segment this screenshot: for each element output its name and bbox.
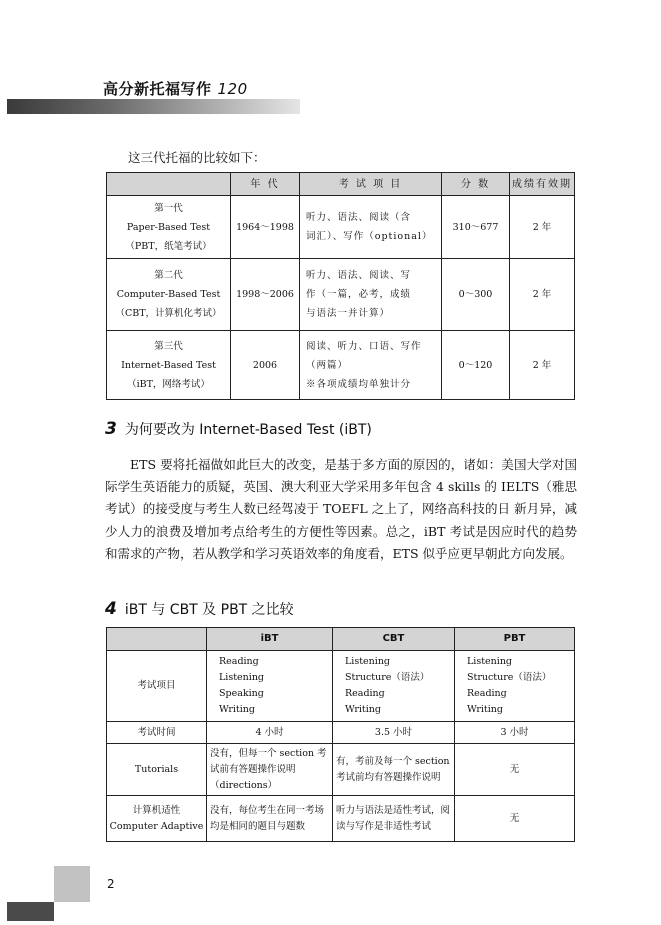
table-row xyxy=(107,259,575,331)
ibt-cbt-pbt-comparison-table xyxy=(106,627,575,842)
row-label: 计算机适性 Computer Adaptive xyxy=(107,796,207,842)
header-gradient-bar xyxy=(7,99,300,114)
col-header-blank xyxy=(107,173,231,196)
col-header-years: 年 代 xyxy=(231,173,300,196)
row-label: Tutorials xyxy=(107,744,207,796)
cbt-tutorials: 有，考前及每一个 section 考试前均有答题操作说明 xyxy=(333,744,455,796)
table-header-row xyxy=(107,173,575,196)
table-row xyxy=(107,651,575,722)
intro-text: 这三代托福的比较如下： xyxy=(128,150,266,165)
cbt-adaptive: 听力与语法是适性考试，阅读与写作是非适性考试 xyxy=(333,796,455,842)
validity-cell: 2 年 xyxy=(510,259,575,331)
table-row xyxy=(107,796,575,842)
ibt-items: Reading Listening Speaking Writing xyxy=(207,651,333,722)
validity-cell: 2 年 xyxy=(510,196,575,259)
section-4-heading xyxy=(105,599,294,619)
pbt-tutorials: 无 xyxy=(455,744,575,796)
pbt-adaptive: 无 xyxy=(455,796,575,842)
items-cell: 听力、语法、阅读（含 词汇）、写作（optional） xyxy=(300,196,442,259)
paragraph-text: ETS 要将托福做如此巨大的改变，是基于多方面的原因的，诸如：美国大学对国际学生英语能力的质疑，英国、澳大利亚大学采用多年包含 4 skills 的 IELTS（雅思考试）的接受度与考生人数已经驾凌于 TOEFL 之上了，网络高科技的日 新月异，减少人力的浪费及增加考点给考生的方便性等因素。总之，iBT 考试是因应时代的趋势和需求的产物，若从教学和学习英语效率的角度看，ETS 似乎应更早朝此方向发展。 xyxy=(105,457,577,561)
ibt-adaptive: 没有，每位考生在同一考场均是相同的题目与题数 xyxy=(207,796,333,842)
row-label: 考试项目 xyxy=(107,651,207,722)
score-cell: 310～677 xyxy=(442,196,510,259)
generations-comparison-table xyxy=(106,172,575,400)
section-3-heading xyxy=(105,419,372,439)
pbt-items: Listening Structure（语法） Reading Writing xyxy=(455,651,575,722)
items-cell: 听力、语法、阅读、写 作（一篇，必考，成绩 与语法一并计算） xyxy=(300,259,442,331)
generation-name: 第三代 Internet-Based Test （iBT，网络考试） xyxy=(107,331,231,400)
col-header-validity: 成绩有效期 xyxy=(510,173,575,196)
table-row xyxy=(107,331,575,400)
footer-square-decoration xyxy=(54,866,90,902)
cbt-items: Listening Structure（语法） Reading Writing xyxy=(333,651,455,722)
pbt-time: 3 小时 xyxy=(455,722,575,744)
book-title: 高分新托福写作 xyxy=(103,80,212,98)
table-header-row xyxy=(107,628,575,651)
table-row xyxy=(107,196,575,259)
years-cell: 2006 xyxy=(231,331,300,400)
years-cell: 1964～1998 xyxy=(231,196,300,259)
ibt-time: 4 小时 xyxy=(207,722,333,744)
col-header-blank xyxy=(107,628,207,651)
col-header-cbt: CBT xyxy=(333,628,455,651)
section-title: 为何要改为 Internet-Based Test (iBT) xyxy=(124,422,372,438)
col-header-pbt: PBT xyxy=(455,628,575,651)
score-cell: 0～120 xyxy=(442,331,510,400)
section-title: iBT 与 CBT 及 PBT 之比较 xyxy=(124,602,294,618)
table-row xyxy=(107,722,575,744)
running-header xyxy=(103,78,248,99)
items-cell: 阅读、听力、口语、写作 （两篇） ※各项成绩均单独计分 xyxy=(300,331,442,400)
table-row xyxy=(107,744,575,796)
row-label: 考试时间 xyxy=(107,722,207,744)
validity-cell: 2 年 xyxy=(510,331,575,400)
ibt-tutorials: 没有，但每一个 section 考试前有答题操作说明（directions） xyxy=(207,744,333,796)
page-number: 2 xyxy=(107,877,115,891)
body-paragraph xyxy=(105,454,577,565)
col-header-items: 考 试 项 目 xyxy=(300,173,442,196)
score-cell: 0～300 xyxy=(442,259,510,331)
col-header-score: 分 数 xyxy=(442,173,510,196)
section-number: 4 xyxy=(105,599,117,619)
cbt-time: 3.5 小时 xyxy=(333,722,455,744)
generation-name: 第一代 Paper-Based Test （PBT，纸笔考试） xyxy=(107,196,231,259)
footer-bar-decoration xyxy=(7,902,54,921)
col-header-ibt: iBT xyxy=(207,628,333,651)
years-cell: 1998～2006 xyxy=(231,259,300,331)
generation-name: 第二代 Computer-Based Test （CBT，计算机化考试） xyxy=(107,259,231,331)
book-title-number: 120 xyxy=(217,80,248,98)
section-number: 3 xyxy=(105,419,117,439)
